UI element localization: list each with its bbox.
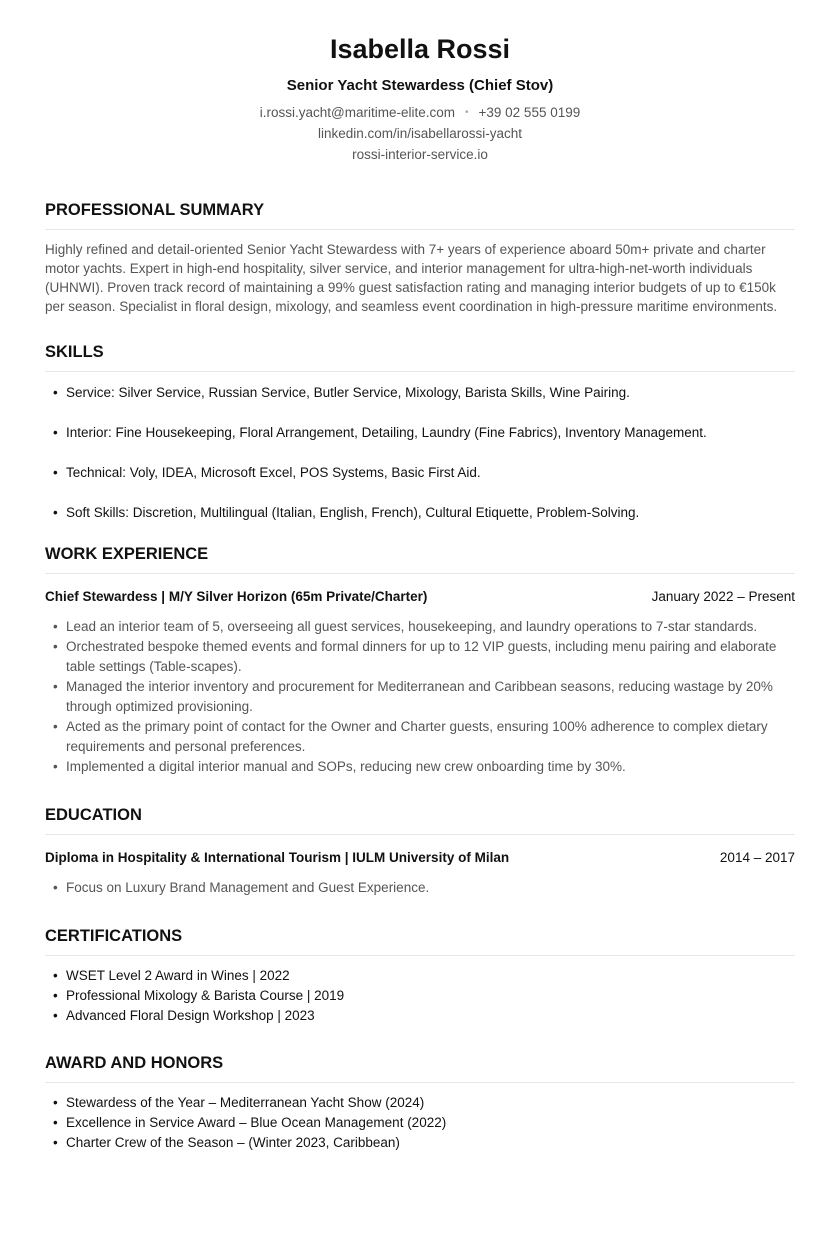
- certifications-section: [45, 925, 795, 1026]
- awards-section: [45, 1052, 795, 1153]
- contact-line-1: [45, 102, 795, 123]
- education-section: [45, 804, 795, 898]
- list-item: • Focus on Luxury Brand Management and Guest Experience.: [45, 878, 795, 898]
- list-item: • WSET Level 2 Award in Wines | 2022: [45, 966, 795, 986]
- list-item: • Technical: Voly, IDEA, Microsoft Excel, POS Systems, Basic First Aid.: [45, 463, 795, 483]
- education-date: 2014 – 2017: [719, 850, 795, 865]
- skills-heading: SKILLS: [45, 341, 795, 372]
- list-item: • Orchestrated bespoke themed events and formal dinners for up to 12 VIP guests, including menu pairing and elaborate table settings (Table-scapes).: [45, 637, 795, 677]
- email-link[interactable]: i.rossi.yacht@maritime-elite.com: [259, 105, 455, 120]
- education-heading: EDUCATION: [45, 804, 795, 835]
- job-bullets: [45, 617, 795, 777]
- awards-heading: AWARD AND HONORS: [45, 1052, 795, 1083]
- contact-separator: •: [465, 107, 469, 118]
- certifications-heading: CERTIFICATIONS: [45, 925, 795, 956]
- candidate-title: Senior Yacht Stewardess (Chief Stov): [286, 77, 554, 94]
- summary-section: [45, 199, 795, 316]
- job-entry-header: [45, 587, 795, 607]
- list-item: • Charter Crew of the Season – (Winter 2023, Caribbean): [45, 1133, 795, 1153]
- degree-title: Diploma in Hospitality & International Tourism | IULM University of Milan: [45, 850, 510, 865]
- skills-list: [45, 383, 795, 523]
- resume-header: [45, 32, 795, 165]
- education-entry-header: [45, 848, 795, 868]
- contact-block: [45, 102, 795, 165]
- experience-heading: WORK EXPERIENCE: [45, 543, 795, 574]
- list-item: • Soft Skills: Discretion, Multilingual (Italian, English, French), Cultural Etiquette, Problem-Solving.: [45, 503, 795, 523]
- list-item: • Interior: Fine Housekeeping, Floral Arrangement, Detailing, Laundry (Fine Fabrics), Inventory Management.: [45, 423, 795, 443]
- summary-text: Highly refined and detail-oriented Senior Yacht Stewardess with 7+ years of experience aboard 50m+ private and charter motor yachts. Expert in high-end hospitality, silver service, and interior management for ultra-high-net-worth individuals (UHNWI). Proven track record of maintaining a 99% guest satisfaction rating and managing interior budgets of up to €150k per season. Specialist in floral design, mixology, and seamless event coordination in high-pressure maritime environments.: [45, 242, 778, 314]
- linkedin-link[interactable]: linkedin.com/in/isabellarossi-yacht: [317, 126, 523, 141]
- website-link[interactable]: rossi-interior-service.io: [352, 147, 488, 162]
- job-date: January 2022 – Present: [651, 589, 795, 604]
- experience-section: [45, 543, 795, 777]
- phone-number[interactable]: +39 02 555 0199: [478, 105, 581, 120]
- list-item: • Advanced Floral Design Workshop | 2023: [45, 1006, 795, 1026]
- skills-section: [45, 341, 795, 523]
- list-item: • Implemented a digital interior manual and SOPs, reducing new crew onboarding time by 30%.: [45, 757, 795, 777]
- list-item: • Stewardess of the Year – Mediterranean Yacht Show (2024): [45, 1093, 795, 1113]
- list-item: • Professional Mixology & Barista Course | 2019: [45, 986, 795, 1006]
- list-item: • Service: Silver Service, Russian Service, Butler Service, Mixology, Barista Skills, Wine Pairing.: [45, 383, 795, 403]
- awards-list: [45, 1093, 795, 1153]
- list-item: • Lead an interior team of 5, overseeing all guest services, housekeeping, and laundry operations to 7-star standards.: [45, 617, 795, 637]
- list-item: • Acted as the primary point of contact for the Owner and Charter guests, ensuring 100% adherence to complex dietary requirements and personal preferences.: [45, 717, 795, 757]
- candidate-name: Isabella Rossi: [329, 34, 511, 64]
- list-item: • Excellence in Service Award – Blue Ocean Management (2022): [45, 1113, 795, 1133]
- education-bullets: [45, 878, 795, 898]
- list-item: • Managed the interior inventory and procurement for Mediterranean and Caribbean seasons, reducing wastage by 20% through optimized provisioning.: [45, 677, 795, 717]
- summary-heading: PROFESSIONAL SUMMARY: [45, 199, 795, 230]
- certifications-list: [45, 966, 795, 1026]
- job-role: Chief Stewardess | M/Y Silver Horizon (65m Private/Charter): [45, 589, 428, 604]
